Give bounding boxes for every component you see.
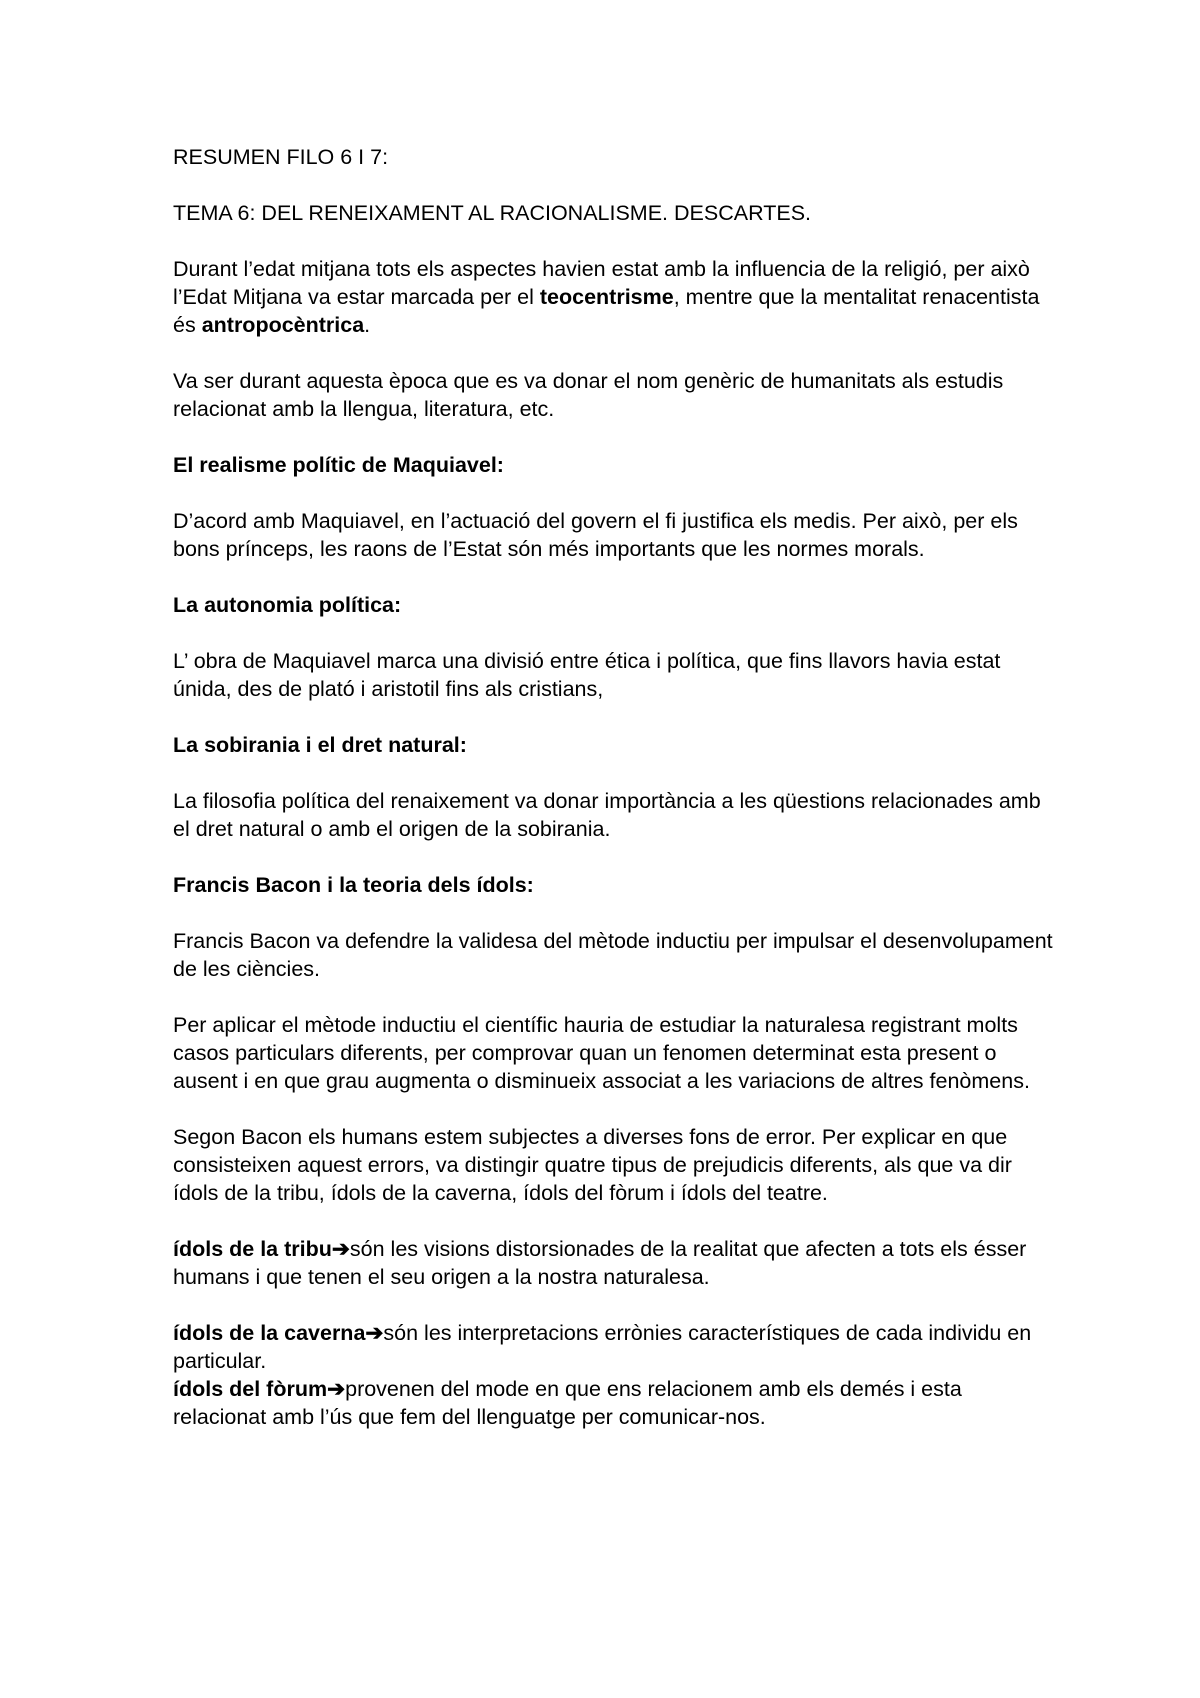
paragraph-sobirania: La filosofia política del renaixement va donar importància a les qüestions relacionades amb el dret natural o amb el origen de la sobirania. [173,789,1041,841]
section-heading-autonomia: La autonomia política: [173,593,402,617]
arrow-right-icon: ➔ [365,1321,384,1345]
section-heading-sobirania: La sobirania i el dret natural: [173,733,467,757]
paragraph-autonomia: L’ obra de Maquiavel marca una divisió entre ética i política, que fins llavors havia estat únida, des de plató i aristotil fins als cristians, [173,649,1001,701]
paragraph-bacon-errors: Segon Bacon els humans estem subjectes a diverses fons de error. Per explicar en que consisteixen aquest errors, va distingir quatre tipus de prejudicis diferents, als que va dir ídols de la tribu, ídols de la caverna, ídols del fòrum i ídols del teatre. [173,1125,1012,1205]
paragraph-edat-mitjana [173,255,1053,339]
arrow-right-icon: ➔ [327,1377,346,1401]
text-run: , mentre que la mentalitat renacentista és [173,285,1040,337]
paragraph-maquiavel: D’acord amb Maquiavel, en l’actuació del govern el fi justifica els medis. Per això, per els bons prínceps, les raons de l’Estat són més importants que les normes morals. [173,509,1018,561]
idol-tribu [173,1235,1053,1291]
idol-term: ídols de la caverna [173,1321,366,1345]
section-heading-bacon: Francis Bacon i la teoria dels ídols: [173,873,534,897]
idol-caverna [173,1319,1053,1375]
idol-term: ídols del fòrum [173,1377,328,1401]
paragraph-bacon-metode: Francis Bacon va defendre la validesa del mètode inductiu per impulsar el desenvolupament de les ciències. [173,929,1053,981]
idol-description: són les visions distorsionades de la realitat que afecten a tots els ésser humans i que tenen el seu origen a la nostra naturalesa. [173,1237,1027,1289]
document-title: RESUMEN FILO 6 I 7: [173,145,389,169]
paragraph-humanitats: Va ser durant aquesta època que es va donar el nom genèric de humanitats als estudis relacionat amb la llengua, literatura, etc. [173,369,1004,421]
text-run: . [364,313,371,337]
term-antropocentrica: antropocèntrica [201,313,365,337]
idol-description: provenen del mode en que ens relacionem amb els demés i esta relacionat amb l’ús que fem del llenguatge per comunicar-nos. [173,1377,962,1429]
section-heading-realisme: El realisme polític de Maquiavel: [173,453,504,477]
paragraph-bacon-inductiu: Per aplicar el mètode inductiu el científic hauria de estudiar la naturalesa registrant molts casos particulars diferents, per comprovar quan un fenomen determinat esta present o ausent i en que grau augmenta o disminueix associat a les variacions de altres fenòmens. [173,1013,1030,1093]
idol-forum [173,1375,1053,1431]
term-teocentrisme: teocentrisme [539,285,674,309]
arrow-right-icon: ➔ [331,1237,350,1261]
idol-term: ídols de la tribu [173,1237,332,1261]
tema-heading: TEMA 6: DEL RENEIXAMENT AL RACIONALISME. DESCARTES. [173,201,812,225]
idol-description: són les interpretacions errònies característiques de cada individu en particular. [173,1321,1032,1373]
document-page [173,143,1053,1459]
text-run: Durant l’edat mitjana tots els aspectes havien estat amb la influencia de la religió, per això l’Edat Mitjana va estar marcada per el [173,257,1030,309]
